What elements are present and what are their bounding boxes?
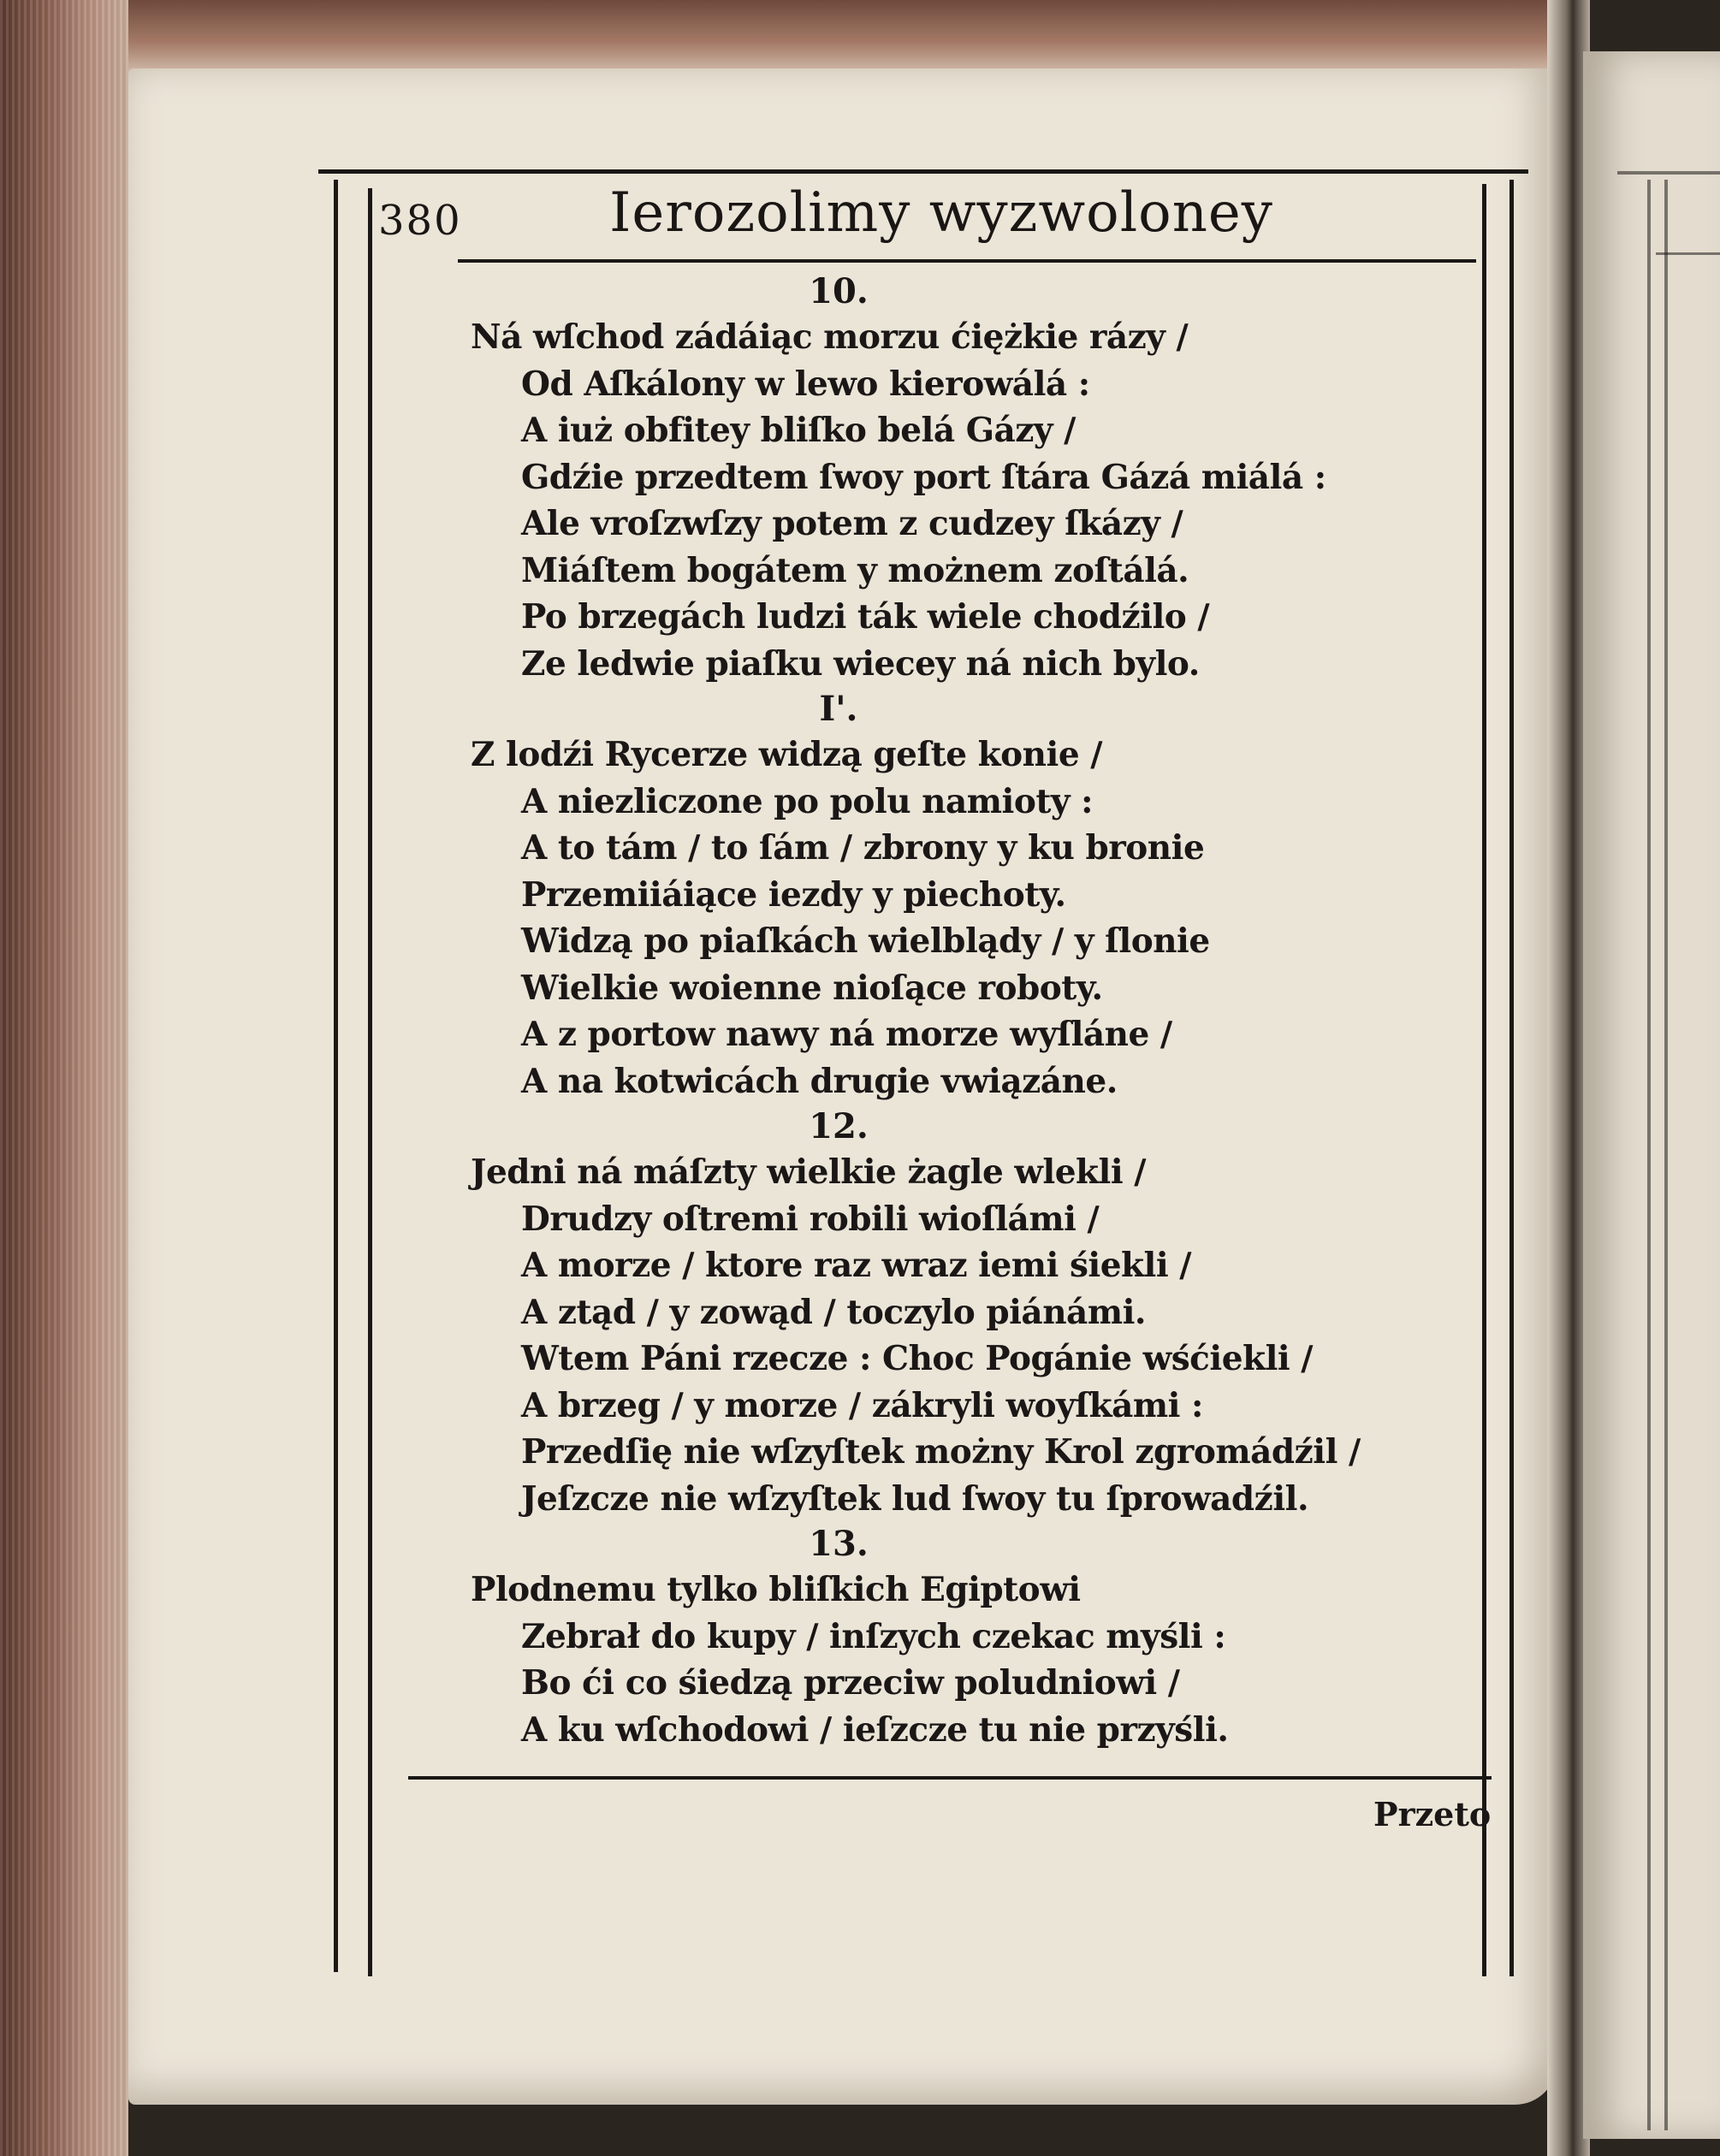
- bottom-frame-rule: [408, 1776, 1492, 1780]
- facing-page: [1583, 51, 1720, 2139]
- poem-text: [471, 270, 1361, 1753]
- verse-line: Gdźie przedtem ſwoy port ſtára Gázá miálá :: [521, 457, 1326, 497]
- verse-line: A to tám / to ſám / zbrony y ku bronie: [521, 828, 1205, 868]
- facing-page-head-rule: [1656, 252, 1720, 255]
- facing-page-border-inner: [1664, 180, 1668, 2130]
- verse-line: A brzeg / y morze / zákryli woyſkámi :: [521, 1385, 1203, 1425]
- verse-line: Z lodźi Rycerze widzą geſte konie /: [471, 735, 1102, 774]
- verse-line: A ztąd / y zowąd / toczylo piánámi.: [521, 1292, 1146, 1332]
- verse-line: Wielkie woienne nioſące roboty.: [521, 968, 1103, 1008]
- facing-page-rule: [1617, 171, 1720, 175]
- left-frame-outer: [334, 180, 338, 1972]
- catchword: Przeto: [1373, 1795, 1492, 1833]
- verse-line: A na kotwicách drugie vwiązáne.: [521, 1061, 1118, 1101]
- page-number: 380: [378, 197, 462, 245]
- verse-line: Plodnemu tylko bliſkich Egiptowi: [471, 1570, 1081, 1609]
- left-frame-inner: [368, 188, 372, 1976]
- right-frame-outer: [1509, 180, 1514, 1976]
- verse-line: A morze / ktore raz wraz iemi śiekli /: [521, 1246, 1192, 1285]
- verse-line: Miáſtem bogátem y możnem zoſtálá.: [521, 550, 1189, 590]
- verse-line: A niezliczone po polu namioty :: [521, 781, 1094, 821]
- verse-line: Ze ledwie piaſku wiecey ná nich bylo.: [521, 643, 1200, 684]
- verse-line: Ná wſchod zádáiąc morzu ćiężkie rázy /: [471, 317, 1189, 357]
- verse-line: Jedni ná máſzty wielkie żagle wlekli /: [471, 1152, 1147, 1192]
- verse-line: Od Aſkálony w lewo kierowálá :: [521, 364, 1090, 404]
- verse-line: A ku wſchodowi / ieſzcze tu nie przyśli.: [521, 1709, 1229, 1750]
- stanza-number: 12.: [809, 1106, 869, 1146]
- verse-line: Wtem Páni rzecze : Choc Pogánie wśćiekli /: [521, 1339, 1314, 1378]
- verse-line: Jeſzcze nie wſzyſtek lud ſwoy tu ſprowadźil.: [521, 1478, 1309, 1519]
- stanza: [471, 1105, 1361, 1522]
- stanza: [471, 687, 1343, 1105]
- verse-line: Bo ći co śiedzą przeciw poludniowi /: [521, 1663, 1180, 1703]
- verse-line: Ale vroſzwſzy potem z cudzey ſkázy /: [521, 504, 1183, 543]
- running-head: Ierozolimy wyzwoloney: [609, 181, 1273, 245]
- stanza: [471, 270, 1343, 687]
- verse-line: Zebrał do kupy / inſzych czekac myśli :: [521, 1616, 1226, 1656]
- verse-line: Widzą po piaſkách wielblądy / y ſlonie: [521, 921, 1210, 961]
- right-frame-inner: [1482, 184, 1486, 1976]
- verse-line: Przemiiáiące iezdy y piechoty.: [521, 874, 1066, 915]
- stanza-number: 13.: [809, 1524, 869, 1564]
- stanza: [471, 1522, 1343, 1753]
- facing-page-border: [1647, 180, 1651, 2130]
- stanza-number: 10.: [809, 271, 869, 311]
- verse-line: Przedſię nie wſzyſtek możny Krol zgromádźil /: [521, 1432, 1361, 1472]
- book-top-edge: [77, 0, 1583, 77]
- top-frame-rule: [318, 169, 1528, 174]
- book-page-edges: [0, 0, 128, 2156]
- verse-line: Po brzegách ludzi ták wiele chodźilo /: [521, 597, 1210, 637]
- verse-line: A iuż obfitey bliſko belá Gázy /: [521, 411, 1076, 450]
- verse-line: Drudzy oſtremi robili wioſlámi /: [521, 1199, 1100, 1239]
- stanza-number: I'.: [819, 689, 858, 729]
- verse-line: A z portow nawy ná morze wyſláne /: [521, 1015, 1172, 1054]
- head-rule: [458, 259, 1476, 263]
